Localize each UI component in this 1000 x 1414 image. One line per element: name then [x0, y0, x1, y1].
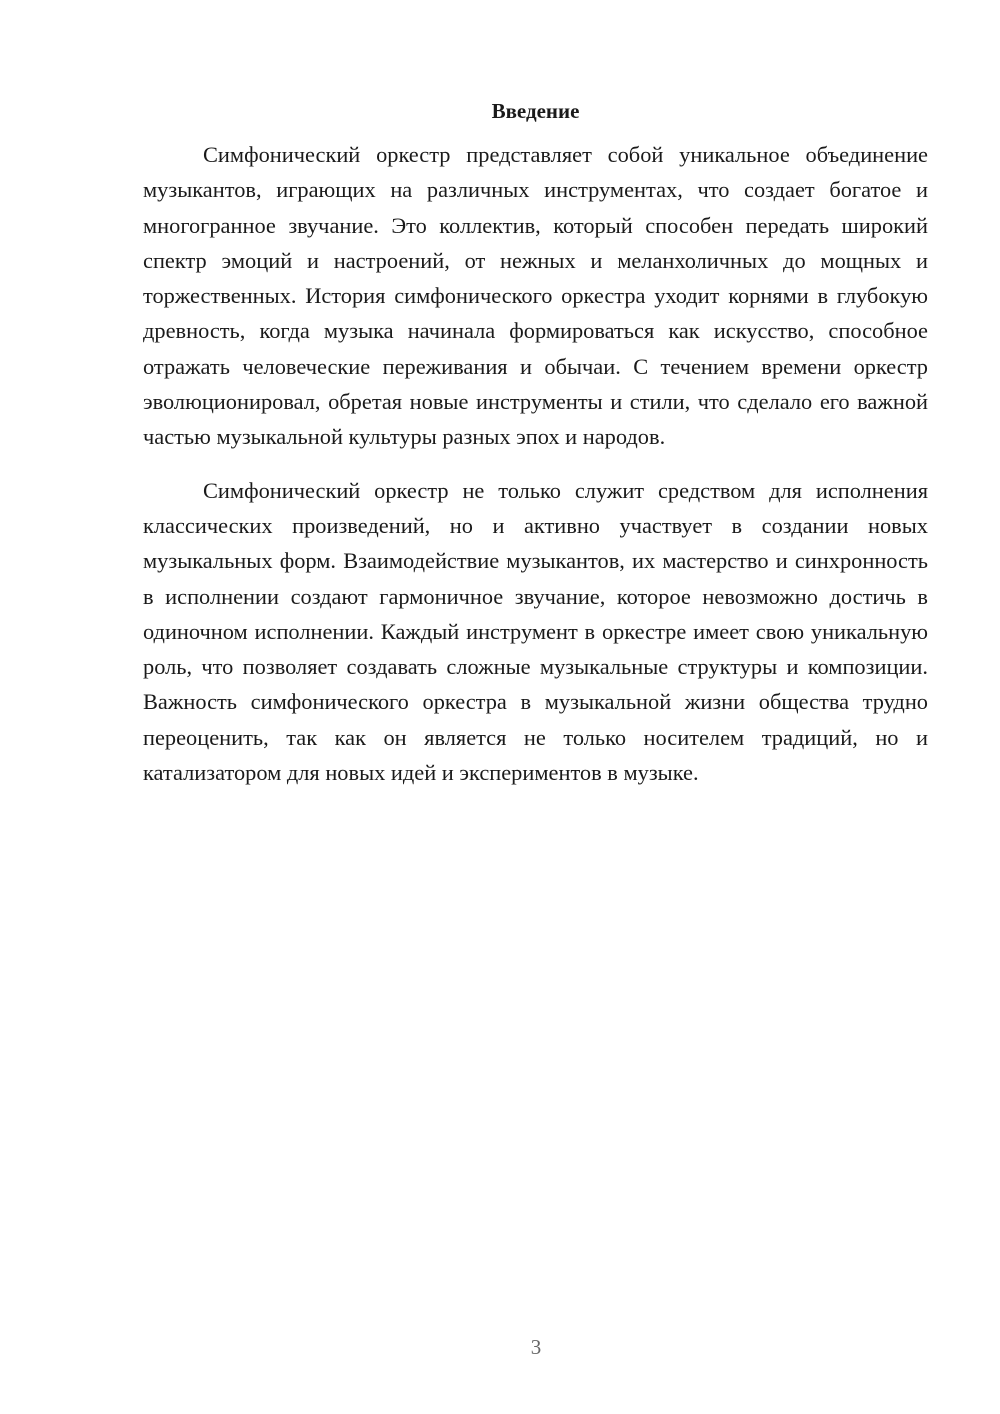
page-content: [143, 96, 928, 808]
page-number: 3: [530, 1335, 542, 1359]
paragraph-2: Симфонический оркестр не только служит средством для исполнения классических произведений, но и активно участвует в создании новых музыкальных форм. Взаимодействие музыкантов, их мастерство и синхронность в исполнении создают гармоничное звучание, которое невозможно достичь в одиночном исполнении. Каждый инструмент в оркестре имеет свою уникальную роль, что позволяет создавать сложные музыкальные структуры и композиции. Важность симфонического оркестра в музыкальной жизни общества трудно переоценить, так как он является не только носителем традиций, но и катализатором для новых идей и экспериментов в музыке.: [143, 477, 928, 786]
section-heading: Введение: [491, 99, 580, 123]
paragraph-1: Симфонический оркестр представляет собой уникальное объединение музыкантов, играющих на различных инструментах, что создает богатое и многогранное звучание. Это коллектив, который способен передать широкий спектр эмоций и настроений, от нежных и меланхоличных до мощных и торжественных. История симфонического оркестра уходит корнями в глубокую древность, когда музыка начинала формироваться как искусство, способное отражать человеческие переживания и обычаи. С течением времени оркестр эволюционировал, обретая новые инструменты и стили, что сделало его важной частью музыкальной культуры разных эпох и народов.: [143, 142, 928, 450]
